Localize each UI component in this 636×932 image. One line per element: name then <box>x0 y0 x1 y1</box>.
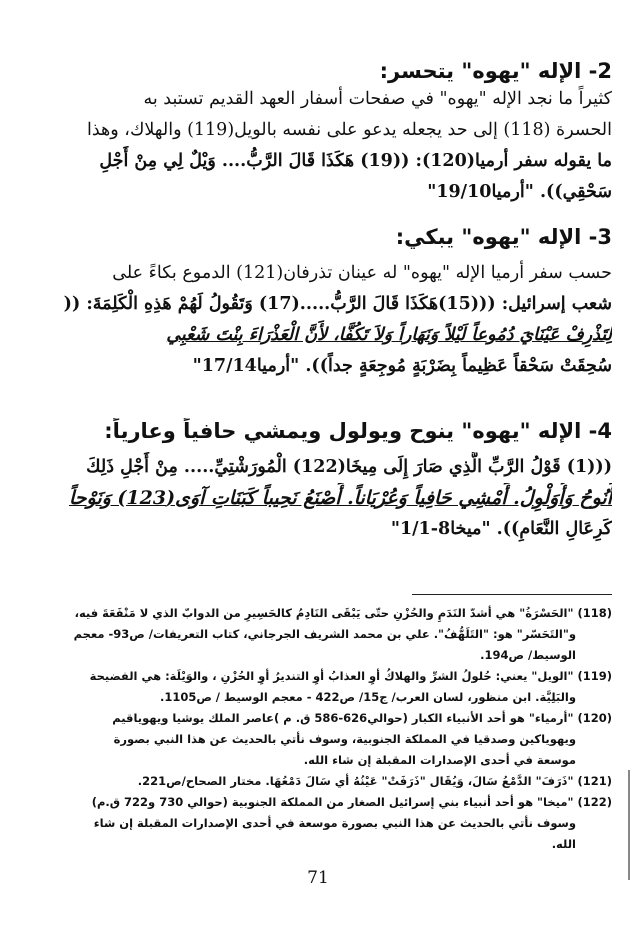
footnote-line: و"التَحَسّر" هو: "التَلَهُّفُ". علي بن محمد الشريف الجرجاني، كتاب التعريفات/ ص93- معجم <box>73 627 576 641</box>
section-2-line-4: سَحْقِي)). "أرميا19/10" <box>427 182 612 202</box>
footnote-line: الوسيط/ ص194. <box>480 648 576 662</box>
section-2-line-3: ما يقوله سفر أرميا(120): ((19) هَكَذَا قَالَ الرَّبُّ.... وَيْلٌ لِي مِنْ أَجْلِ <box>99 151 612 171</box>
section-2-line-2: الحسرة (118) إلى حد يجعله يدعو على نفسه بالويل(119) والهلاك، وهذا <box>87 120 612 140</box>
section-3-line-2: شعب إسرائيل: (((15)هَكَذَا قَالَ الرَّبُّ.....(17) وَتَقُولُ لَهُمْ هَذِهِ الْكَلِمَةَ: (( <box>63 294 612 314</box>
footnote-line: الله. <box>551 837 576 851</box>
section-4-paragraph <box>20 452 612 545</box>
section-4-heading: 4- الإله "يهوه" ينوح ويولول ويمشي حافياً وعارياً: <box>104 419 612 443</box>
footnote-line: وسوف نأتي بالحديث عن هذا النبي بصورة موسعة في أحدى الإصدارات المقبلة إن شاء <box>93 816 576 830</box>
footnote-divider <box>412 594 612 595</box>
footnote-line: (120) "أرمياء" هو أحد الأنبياء الكبار (حوالي626-586 ق. م )عاصر الملك يوشيا ويهوياقيم <box>112 711 612 725</box>
page-number: 71 <box>307 868 329 888</box>
section-4-line-2: أَنُوحُ وَأُوَلْوِلُ. أَمْشِي حَافِياً وَعُرْيَاناً. أَصْنَعُ نَحِيباً كَبَنَاتِ آوَى(123) وَنَوْحاً <box>68 487 612 509</box>
footnote-line: والبَلِيَّة. ابن منظور، لسان العرب/ ج15/ ص422 - معجم الوسيط / ص1105. <box>159 690 576 704</box>
section-3-line-1: حسب سفر أرميا الإله "يهوه" له عينان تذرفان(121) الدموع بكاءً على <box>112 263 612 283</box>
footnote-line: موسعة في أحدى الإصدارات المقبلة إن شاء الله. <box>303 753 576 767</box>
scan-edge-mark <box>628 770 630 880</box>
footnotes <box>26 603 612 855</box>
footnote-line: (122) "ميخا" هو أحد أنبياء بني إسرائيل الصغار من المملكة الجنوبية (حوالي 730 و722 ق.م) <box>91 795 612 809</box>
section-2-paragraph <box>20 84 612 208</box>
footnote-line: (121) "ذَرَفَ" الدَّمْعُ سَالَ، وَيُقَال "ذَرَفَتْ" عَيْنُهُ أي سَالَ دَمْعُهَا. مختار الصحاح/ص221. <box>137 774 612 788</box>
footnote-line: (119) "الويل" يعني: حُلولُ الشرِّ والهلاكُ أوِ العذابُ أوِ التنديرُ أوِ الحُزْنِ ، والوَيْلَة: هي الفضيحة <box>89 669 612 683</box>
footnote-line: (118) "الحَسْرَةُ" هي أشدّ النَدَمِ والحُزْنِ حتّى يَبْقَى النَادِمُ كالحَسِيرِ من الدوابّ الذي لا مَنْفَعَةَ فيه، <box>74 606 612 620</box>
footnote-line: ويهوياكين وصدقيا في المملكة الجنوبية، وسوف نأتي بالحديث عن هذا النبي بصورة <box>113 732 576 746</box>
section-3-heading: 3- الإله "يهوه" يبكي: <box>395 225 612 249</box>
section-4-line-3: كَرِعَالِ النَّعَامِ)). "ميخا8-1/1" <box>390 519 612 539</box>
section-2-line-1: كثيراً ما نجد الإله "يهوه" في صفحات أسفار العهد القديم تستبد به <box>143 89 612 109</box>
section-3-line-4: سُحِقَتْ سَحْقاً عَظِيماً بِضَرْبَةٍ مُوجِعَةٍ جداً)). "أرميا17/14" <box>192 356 612 376</box>
section-3-line-3: لِتَذْرِفْ عَيْنَايَ دُمُوعاً لَيْلاً وَنَهَاراً وَلاَ تَكُفَّا، لأَنَّ الْعَذْرَاءَ بِنْتَ شَعْبِي <box>166 325 612 345</box>
section-3-paragraph <box>20 258 612 382</box>
section-4-line-1: (((1) قَوْلُ الرَّبِّ الَّذِي صَارَ إِلَى مِيخَا(122) الْمُورَشْتِيِّ..... مِنْ أَجْلِ ذَلِكَ <box>86 457 612 477</box>
section-2-heading: 2- الإله "يهوه" يتحسر: <box>379 59 612 83</box>
